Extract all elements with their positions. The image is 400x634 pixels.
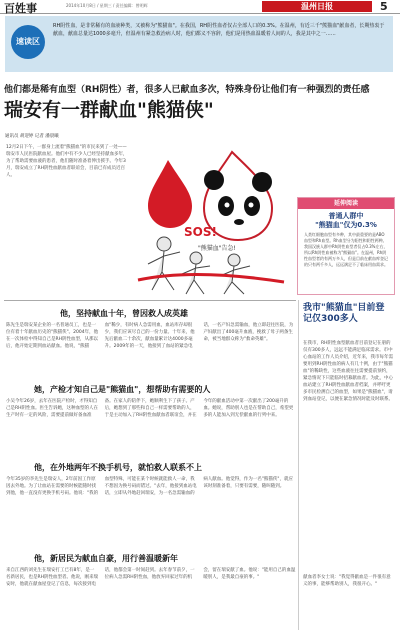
dateline: 2014年10月8日 / 星期三 / 责任编辑：曾明辉 [66,3,148,8]
right-column-text: 在我市，RH阴性血型献血者目前登记在册的仅有300多人，远远不能满足临床需求。市中心血站的工作人员介绍，近年来，我市每年需要用到RH阴性血的病人有几十例，由于"熊猫血"的稀缺性，这些血液往往需要提前预约，紧急情况下只能临时招募献血者。为此，中心血站建立了RH阴性血献血者档案，并呼吁更多市民检测自己的血型，如果是"熊猫血"，请到血站登记，以便在紧急情况时能及时联系。 [303,341,393,402]
sidebar-text: 人类红细胞血型有多种，其中最重要的是ABO血型和Rh血型。Rh血型分为阳性和阴性两种。我国汉族人群中Rh阴性血型者仅占0.3%左右，所以Rh阴性血被称为"熊猫血"。在温州，Rh阴性血型者约有两万多人，但是目前在献血库登记的只有两千多人，远远满足不了临床用血需求。 [304,232,388,267]
section-body-2: 小吴今年26岁，去年在医院产检时，才得知自己是RH阴性血。医生告诉她，这种血型的人在生产时有一定的风险，需要提前做好备血准备。在家人的陪伴下，她顺利生下了孩子。产后，她想到了那些和自己一样需要帮助的人，于是主动加入了RH阴性血献血者联谊会，并在今年的献血活动中第一次献出了200毫升的血。她说，帮助别人也是在帮助自己，希望更多的人能加入到无偿献血的行列中来。 [6,399,294,418]
section-heading-3: 他，在外地两年不换手机号，就怕救人联系不上 [34,463,202,472]
section-divider [4,300,296,301]
section-body-4: 来自江西的刘先生在瑞安打工已有8年，是一名新居民，也是RH阴性血型者。他说，刚来瑞安时，他就在献血屋登记了信息，每次接到电话，他都会第一时间赶到。去年春节前夕，一位病人急需RH阴性血，他放弃回家过年的机会，留在瑞安献了血。他说："能用自己的血温暖别人，是我最自豪的事。" [6,568,296,587]
section-title: 百姓事 [4,2,37,15]
main-headline: 瑞安有一群献血"熊猫侠" [4,99,214,121]
summary-box [5,16,393,72]
section-heading-1: 他，坚持献血十年，曾因救人成英雄 [60,309,188,318]
column-divider [298,300,299,630]
right-column-quote: 献血者李女士说："我觉得献血是一件很有意义的事，能够帮助别人，我很开心。" [303,575,391,587]
extended-reading-box [297,197,395,295]
sidebar-title-line1: 普通人群中 [328,212,364,220]
page-number: 5 [380,0,388,13]
section-heading-2: 她，产检才知自己是"熊猫血"，想帮助有需要的人 [34,385,211,394]
byline: 通讯员 胡迎婷 记者 潘晨曦 [5,134,59,139]
panda-blood-illustration [134,140,292,295]
quick-read-badge: 速读区 [11,25,45,59]
section-heading-4: 他，新居民为献血自豪，用行善温暖新年 [34,554,178,563]
photo-caption: "熊猫血"告急! [198,245,236,252]
summary-text: RH阴性血，是非常稀有的血液种类，又被称为"熊猫血"。在我国，RH阴性血者仅占全部人口的0.3%。在温州，有近三千"熊猫血"献血者，长期热衷于献血，献血总量达1000多毫升，但温州有紧急救治病人时，他们都义不容辞，他们是用热血温暖着人间的人，我是其中之一…… [53,23,385,37]
sidebar-title-line2: "熊猫血"仅为0.3% [315,221,377,229]
illustration [134,140,292,295]
sidebar-title [298,212,394,230]
sos-text: SOS! [184,225,217,239]
article-intro: 12月2日下午，一群身上流着"熊猫血"的市民来到了一处——瑞安市人民医院献血屋。他们中有不少人已经坚持献血多年，为了帮助需要血液的患者，他们随时准备着伸出援手。今年3月，瑞安成立了RH阴性血献血者联谊会，目前已有成员近百人。 [6,145,128,178]
newspaper-logo: 温州日报 [262,1,372,12]
sidebar-header: 延伸阅读 [298,198,394,209]
section-body-1: 陈先生是瑞安某企业的一名普通员工，也是一位有着十年献血历史的"熊猫侠"。2004年，他在一次体检中得知自己是RH阴性血型，从那以后，他开始定期到血站献血。他说，"熊猫血"稀少，有时病人急需用血，血站库存却很少，我们应该尽自己的一份力量。十年来，他先后献血二十余次，献血量累计达4000多毫升。2009年的一天，他接到了血站的紧急电话，一名产妇急需输血，他立即赶往医院，为产妇献出了400毫升血液，挽救了母子两条生命，被当地群众称为"救命英雄"。 [6,323,294,349]
right-column-title: 我市"熊猫血"目前登记仅300多人 [303,303,385,324]
kicker-headline: 他们都是稀有血型（RH阴性）者，很多人已献血多次，特殊身份让他们有一种强烈的责任感 [4,85,370,95]
section-body-3: 今年35岁的李先生是瑞安人，2年前因工作原因去外地。为了让血站在需要的时候能随时找到他，他一直没有更换手机号码。他说："我的血型特殊，可能在某个时候就能救人一命，我不想因为换号码而错过。"去年，他接到血站电话，立即从外地赶回瑞安，为一名急需输血的病人献血。他觉得，作为一名"熊猫侠"，就应该时刻准备着，只要有需要，随叫随到。 [6,477,293,496]
